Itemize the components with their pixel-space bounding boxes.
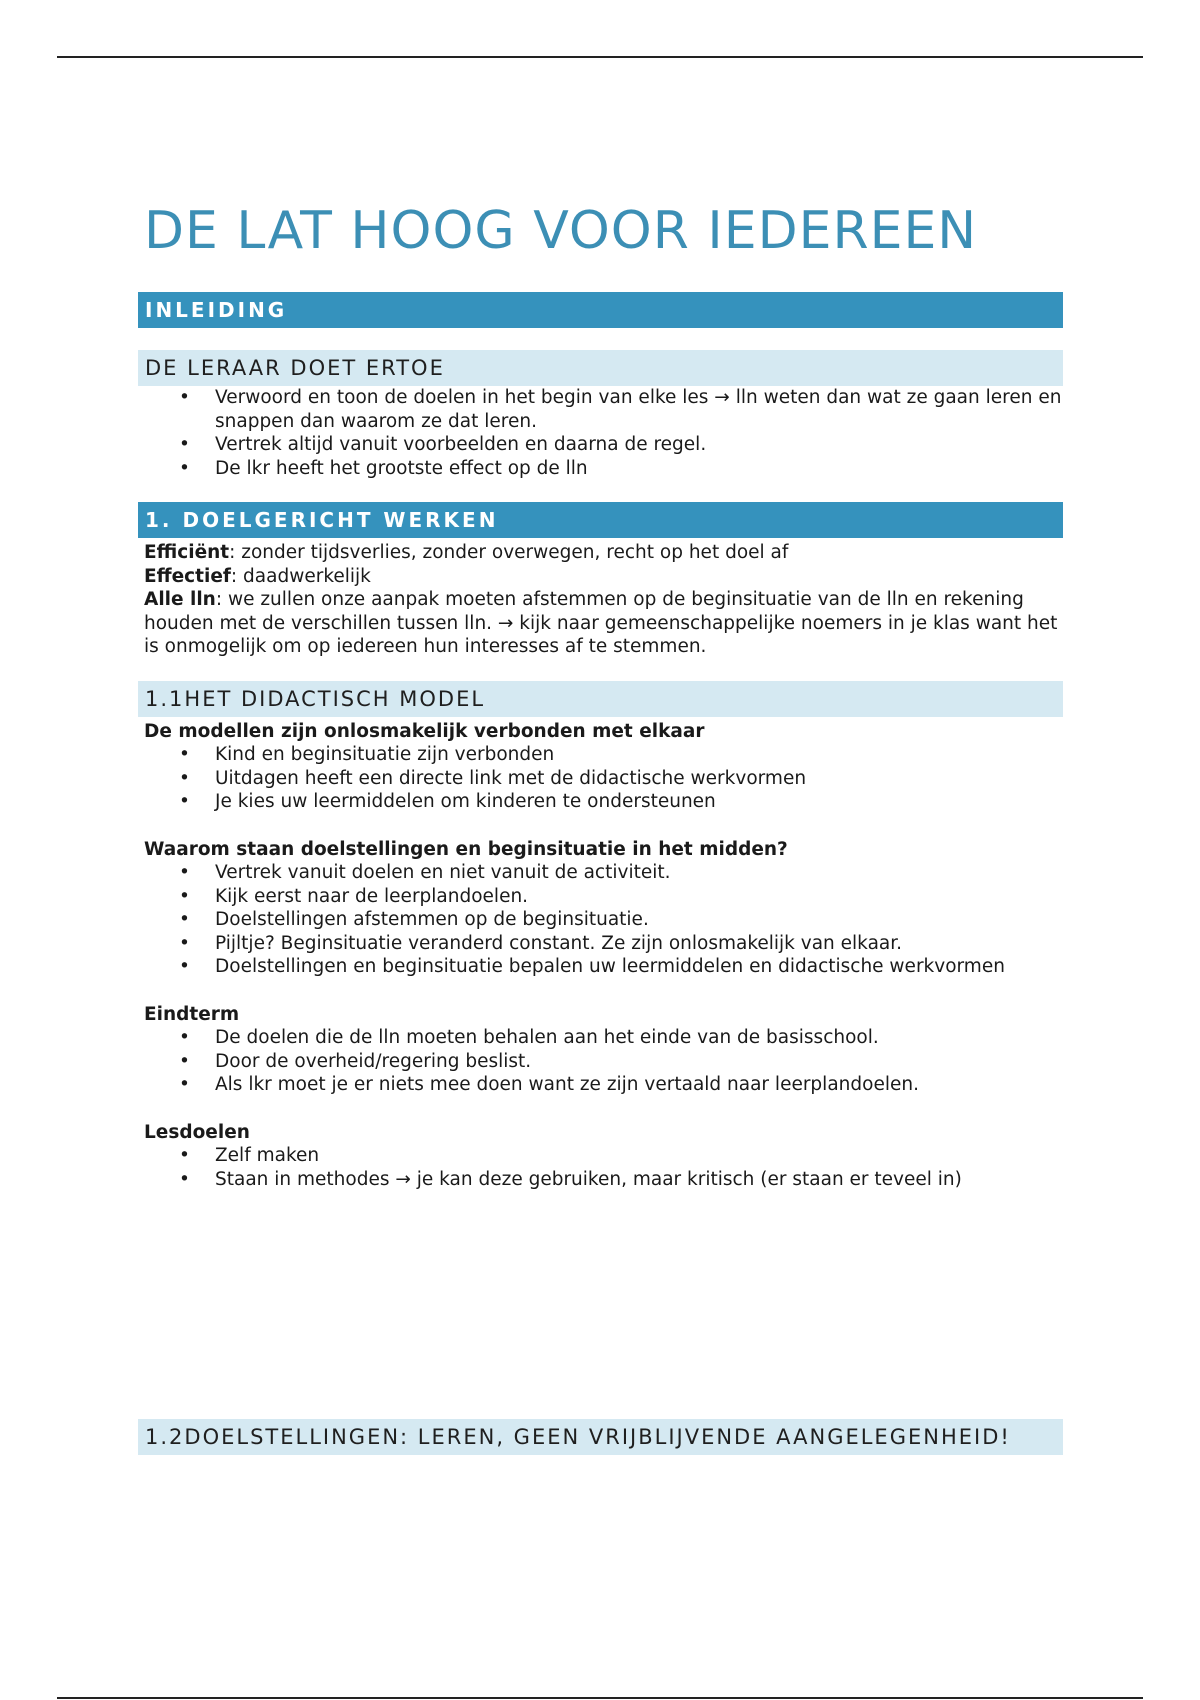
definition-term: Efficiënt (144, 542, 230, 564)
list-item: • Je kies uw leermiddelen om kinderen te ondersteunen (215, 790, 1063, 814)
list-item: • Doelstellingen en beginsituatie bepalen uw leermiddelen en didactische werkvormen (215, 955, 1063, 979)
definition-term: Alle lln (144, 589, 216, 611)
block-list (138, 1026, 1063, 1097)
list-item: • Zelf maken (215, 1144, 1063, 1168)
definition-text: : zonder tijdsverlies, zonder overwegen, recht op het doel af (229, 542, 789, 564)
list-item: • Vertrek vanuit doelen en niet vanuit de activiteit. (215, 861, 1063, 885)
block-title: Waarom staan doelstellingen en beginsituatie in het midden? (144, 838, 788, 860)
heading-doelstellingen: 1.2DOELSTELLINGEN: LEREN, GEEN VRIJBLIJVENDE AANGELEGENHEID! (138, 1419, 1063, 1455)
block-list (138, 743, 1063, 814)
list-item: • Kind en beginsituatie zijn verbonden (215, 743, 1063, 767)
list-item: • Staan in methodes → je kan deze gebruiken, maar kritisch (er staan er teveel in) (215, 1168, 1063, 1192)
footer-rule (57, 1697, 1143, 1699)
list-item: • Doelstellingen afstemmen op de beginsituatie. (215, 908, 1063, 932)
list-item: • Vertrek altijd vanuit voorbeelden en daarna de regel. (215, 433, 1063, 457)
block-title: De modellen zijn onlosmakelijk verbonden met elkaar (144, 720, 705, 742)
heading-doelgericht: 1. DOELGERICHT WERKEN (138, 502, 1063, 538)
block-list (138, 861, 1063, 979)
list-item: • Als lkr moet je er niets mee doen want ze zijn vertaald naar leerplandoelen. (215, 1073, 1063, 1097)
list-item: • De lkr heeft het grootste effect op de lln (215, 457, 1063, 481)
heading-didactisch: 1.1HET DIDACTISCH MODEL (138, 681, 1063, 717)
block-title: Eindterm (144, 1003, 240, 1025)
list-item: • Verwoord en toon de doelen in het begin van elke les → lln weten dan wat ze gaan leren en snappen dan waarom ze dat leren. (215, 386, 1063, 433)
document-body (138, 200, 1063, 1455)
leraar-list (138, 386, 1063, 480)
block-list (138, 1144, 1063, 1191)
list-item: • Pijltje? Beginsituatie veranderd constant. Ze zijn onlosmakelijk van elkaar. (215, 932, 1063, 956)
definition-efficient (138, 541, 1063, 565)
list-item: • De doelen die de lln moeten behalen aan het einde van de basisschool. (215, 1026, 1063, 1050)
list-item: • Kijk eerst naar de leerplandoelen. (215, 885, 1063, 909)
heading-inleiding: INLEIDING (138, 292, 1063, 328)
definition-text: : daadwerkelijk (230, 565, 371, 587)
list-item: • Uitdagen heeft een directe link met de didactische werkvormen (215, 767, 1063, 791)
definition-alle-lln (138, 588, 1063, 659)
list-item: • Door de overheid/regering beslist. (215, 1050, 1063, 1074)
block-title: Lesdoelen (144, 1121, 250, 1143)
definition-text: : we zullen onze aanpak moeten afstemmen op de beginsituatie van de lln en rekening houden met de verschillen tussen lln. → kijk naar gemeenschappelijke noemers in je klas want het is onmogelijk om op iedereen hun interesses af te stemmen. (144, 589, 1058, 658)
header-rule (57, 56, 1143, 58)
heading-leraar: DE LERAAR DOET ERTOE (138, 350, 1063, 386)
document-title: DE LAT HOOG VOOR IEDEREEN (144, 201, 978, 261)
definition-term: Effectief (144, 565, 231, 587)
definition-effectief (138, 565, 1063, 589)
